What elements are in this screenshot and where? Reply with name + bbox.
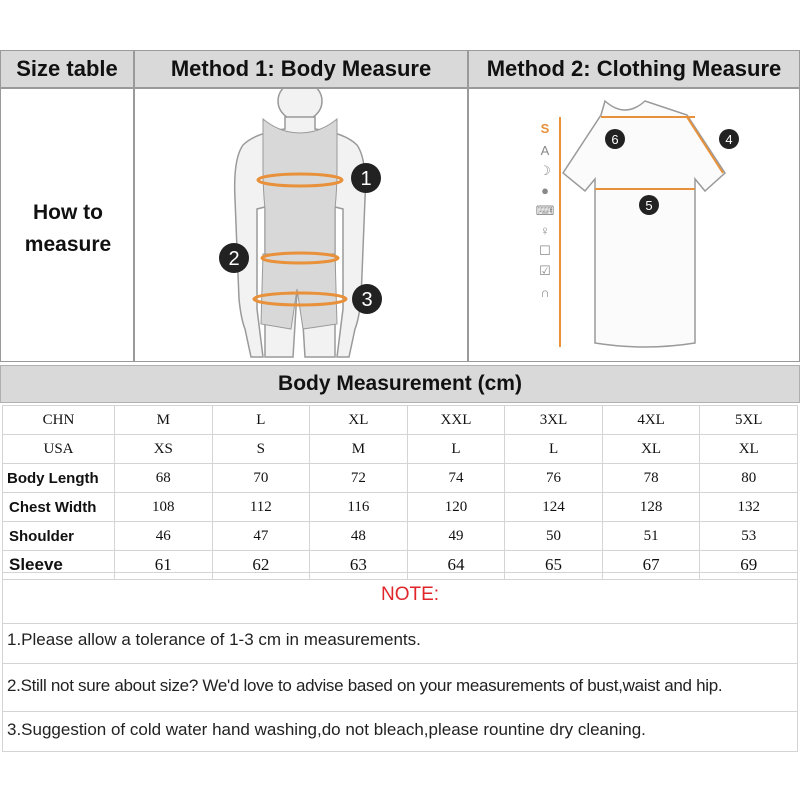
table-cell: 49 [407,522,505,551]
section-title-bar [0,365,800,403]
table-cell: M [310,435,408,464]
body-figure-illustration [135,89,467,361]
method1-header [134,50,468,88]
how-to-cell [0,88,134,362]
table-cell: 128 [602,493,700,522]
note-line-2: 2.Still not sure about size? We'd love to advise based on your measurements of bust,waist and hip. [7,676,723,695]
table-cell: XXL [407,406,505,435]
section-title: Body Measurement (cm) [278,372,522,395]
table-cell: 80 [700,464,798,493]
method2-header [468,50,800,88]
side-icon-user: ♀ [540,223,550,238]
table-cell: L [407,435,505,464]
note-row-3 [2,712,798,752]
table-cell: XL [700,435,798,464]
table-cell: 65 [505,551,603,580]
table-cell: 61 [115,551,213,580]
table-cell: 68 [115,464,213,493]
table-cell: 72 [310,464,408,493]
table-cell: 48 [310,522,408,551]
row-label: CHN [3,406,115,435]
table-cell: S [212,435,310,464]
table-cell: 47 [212,522,310,551]
svg-text:1: 1 [360,168,372,190]
svg-text:3: 3 [361,289,373,311]
tshirt-illustration [469,89,799,361]
table-cell: 5XL [700,406,798,435]
row-label: USA [3,435,115,464]
table-cell: XL [310,406,408,435]
table-cell: 78 [602,464,700,493]
method2-label: Method 2: Clothing Measure [486,56,782,81]
how-to-line1: How to [33,201,103,224]
table-row [3,493,798,522]
marker-1 [351,163,381,193]
table-row [3,522,798,551]
table-row [3,464,798,493]
side-icon-a: A [540,143,550,158]
table-cell: 124 [505,493,603,522]
table-cell: M [115,406,213,435]
method1-label: Method 1: Body Measure [170,56,432,81]
table-cell: 46 [115,522,213,551]
table-cell: 112 [212,493,310,522]
table-cell: 4XL [602,406,700,435]
table-cell: 74 [407,464,505,493]
marker-6 [605,129,625,149]
table-cell: 67 [602,551,700,580]
table-cell: 76 [505,464,603,493]
svg-text:2: 2 [228,248,240,270]
table-row [3,435,798,464]
table-cell: 53 [700,522,798,551]
svg-text:5: 5 [645,198,653,213]
table-cell: 62 [212,551,310,580]
table-cell: 132 [700,493,798,522]
table-cell: 64 [407,551,505,580]
table-cell: 108 [115,493,213,522]
note-line-1: 1.Please allow a tolerance of 1-3 cm in measurements. [7,630,421,649]
row-label: Sleeve [3,551,115,580]
table-cell: 63 [310,551,408,580]
size-table-label: Size table [16,56,118,81]
table-cell: L [505,435,603,464]
table-cell: 70 [212,464,310,493]
marker-5 [639,195,659,215]
table-cell: 51 [602,522,700,551]
table-cell: 69 [700,551,798,580]
row-label: Body Length [3,464,115,493]
side-icon-keyboard: ⌨ [535,203,555,218]
table-cell: XS [115,435,213,464]
size-table [2,405,798,580]
note-title: NOTE: [380,584,440,605]
note-row-2 [2,664,798,712]
table-cell: L [212,406,310,435]
table-cell: 50 [505,522,603,551]
side-icon-dot: ● [541,183,549,198]
note-row-1 [2,624,798,664]
side-icon-box: ☐ [539,243,551,258]
size-table-header [0,50,134,88]
table-cell: 120 [407,493,505,522]
table-row [3,406,798,435]
marker-4 [719,129,739,149]
table-cell: 3XL [505,406,603,435]
marker-2 [219,243,249,273]
row-label: Shoulder [3,522,115,551]
side-icon-moon: ☽ [539,163,551,178]
svg-text:6: 6 [611,132,619,147]
side-icon-strip [536,121,555,300]
shorts [261,254,337,329]
side-icon-cup: ∩ [540,285,550,300]
note-title-cell [2,572,798,624]
svg-text:4: 4 [725,132,733,147]
row-label: Chest Width [3,493,115,522]
marker-3 [352,284,382,314]
table-cell: 116 [310,493,408,522]
how-to-line2: measure [24,233,112,256]
table-cell: XL [602,435,700,464]
side-icon-s: S [540,121,550,136]
note-line-3: 3.Suggestion of cold water hand washing,do not bleach,please rountine dry cleaning. [7,720,646,739]
side-icon-check: ☑ [539,263,551,278]
